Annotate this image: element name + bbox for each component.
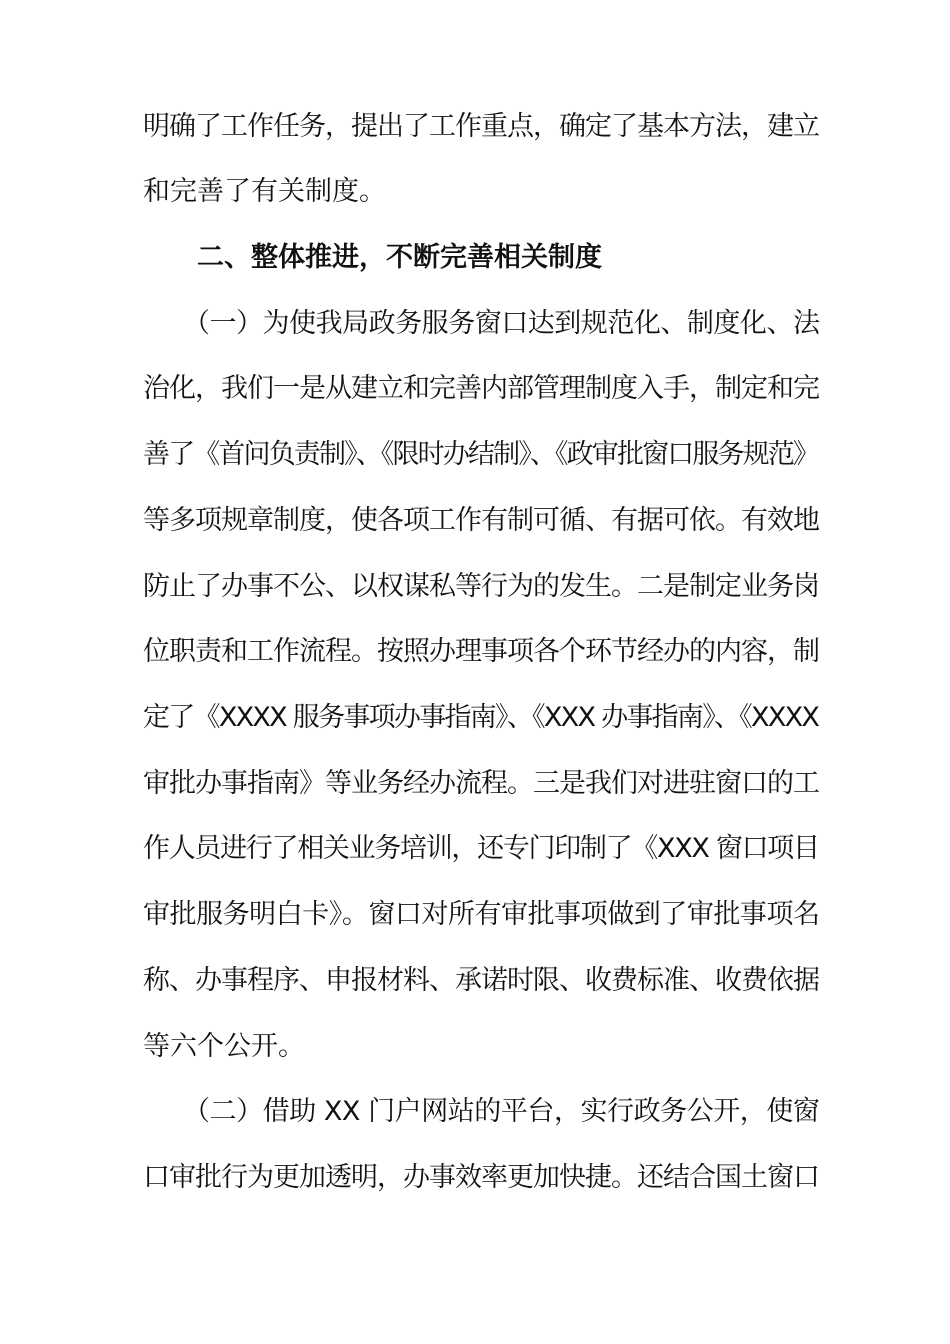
paragraph-line bbox=[0, 291, 950, 357]
paragraph-text: 治化，我们一是从建立和完善内部管理制度入手，制定和完 bbox=[143, 373, 819, 404]
paragraph-line bbox=[0, 685, 950, 751]
paragraph-text: 明确了工作任务，提出了工作重点，确定了基本方法，建立 bbox=[143, 111, 819, 142]
paragraph-line bbox=[0, 422, 950, 488]
paragraph-text: 等六个公开。 bbox=[143, 1031, 305, 1062]
paragraph-line bbox=[0, 816, 950, 882]
paragraph-line bbox=[0, 882, 950, 948]
paragraph-text: 和完善了有关制度。 bbox=[143, 176, 386, 207]
paragraph-line bbox=[0, 159, 950, 225]
paragraph-line bbox=[0, 751, 950, 817]
paragraph-line bbox=[0, 1014, 950, 1080]
paragraph-line bbox=[0, 619, 950, 685]
paragraph-text: 称、办事程序、申报材料、承诺时限、收费标准、收费依据 bbox=[143, 965, 819, 996]
paragraph-text: 口审批行为更加透明，办事效率更加快捷。还结合国土窗口 bbox=[143, 1162, 819, 1193]
paragraph-text: 审批服务明白卡》。窗口对所有审批事项做到了审批事项名 bbox=[143, 899, 820, 930]
paragraph-line bbox=[0, 1079, 950, 1145]
paragraph-text: 善了《首问负责制》、《限时办结制》、《政审批窗口服务规范》 bbox=[143, 439, 819, 470]
paragraph-text: 等多项规章制度，使各项工作有制可循、有据可依。有效地 bbox=[143, 505, 819, 536]
paragraph-text: （二）借助 XX 门户网站的平台，实行政务公开，使窗 bbox=[183, 1096, 820, 1127]
section-heading bbox=[0, 225, 950, 291]
paragraph-text: 防止了办事不公、以权谋私等行为的发生。二是制定业务岗 bbox=[143, 571, 819, 602]
paragraph-text: 位职责和工作流程。按照办理事项各个环节经办的内容，制 bbox=[143, 636, 819, 667]
paragraph-line bbox=[0, 488, 950, 554]
paragraph-line bbox=[0, 948, 950, 1014]
paragraph-line bbox=[0, 554, 950, 620]
paragraph-text: 作人员进行了相关业务培训，还专门印制了《XXX 窗口项目 bbox=[143, 833, 819, 864]
paragraph-line bbox=[0, 356, 950, 422]
section-heading-text: 二、整体推进，不断完善相关制度 bbox=[197, 242, 602, 273]
paragraph-text: 审批办事指南》等业务经办流程。三是我们对进驻窗口的工 bbox=[143, 768, 819, 799]
paragraph-text: 定了《XXXX 服务事项办事指南》、《XXX 办事指南》、《XXXX bbox=[143, 702, 819, 733]
paragraph-line bbox=[0, 94, 950, 160]
paragraph-line bbox=[0, 1145, 950, 1211]
paragraph-text: （一）为使我局政务服务窗口达到规范化、制度化、法 bbox=[183, 308, 820, 339]
